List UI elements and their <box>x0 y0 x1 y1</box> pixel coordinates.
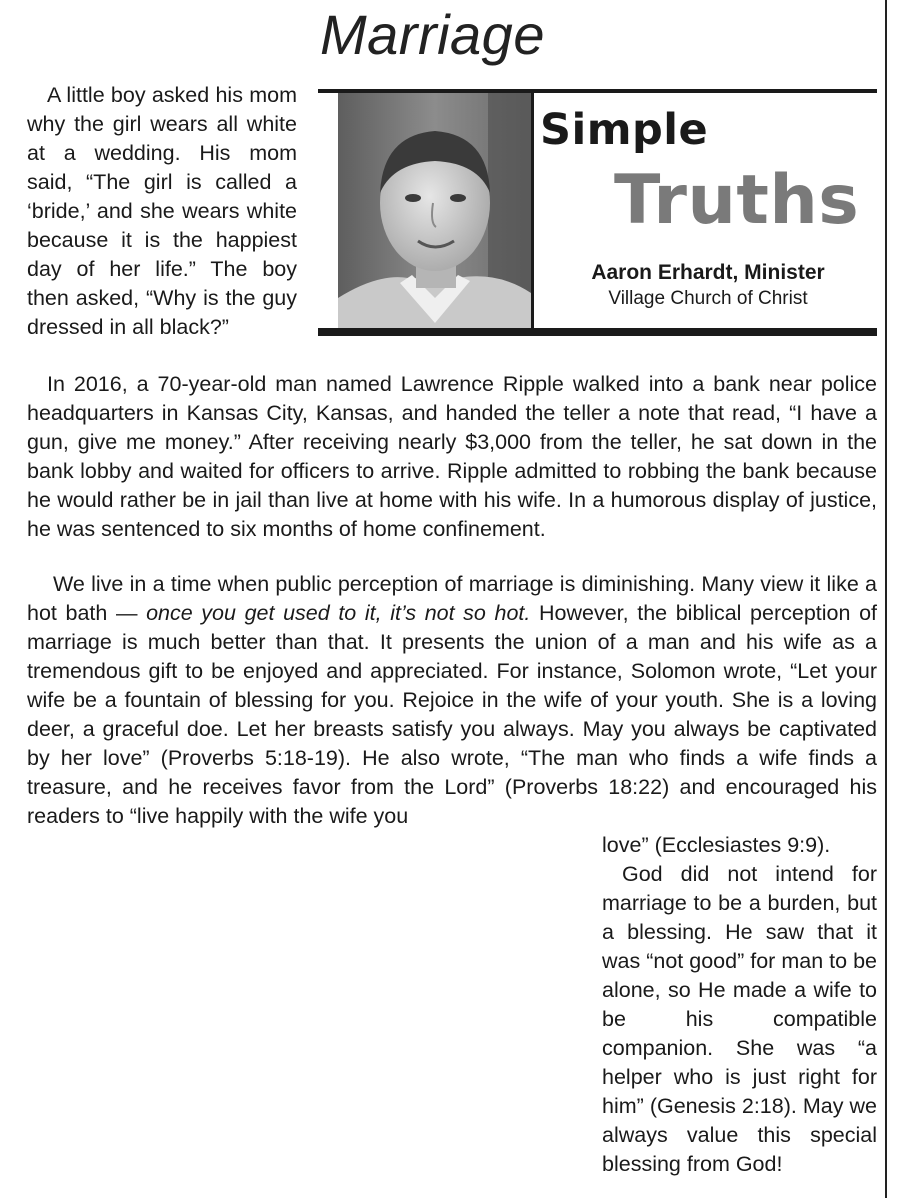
page-title: Marriage <box>320 3 545 66</box>
author-photo <box>338 93 531 329</box>
column-name-simple: Simple <box>540 105 709 155</box>
page-edge-rule <box>885 0 887 1198</box>
column-name-truths: Truths <box>614 161 860 240</box>
photo-divider <box>531 93 534 329</box>
paragraph-conclusion-text: God did not intend for marriage to be a burden, but a blessing. He saw that it was “not good” for man to be alone, so He made a wife to be his compatible companion. She was “a helper who is just right for him” (Genesis 2:18). May we always value this special blessing from God! <box>602 862 877 1176</box>
author-name: Aaron Erhardt, Minister <box>591 261 825 284</box>
header-bottom-rule <box>318 328 877 336</box>
paragraph-conclusion <box>602 860 877 1179</box>
paragraph-bank-story-text: In 2016, a 70-year-old man named Lawrence Ripple walked into a bank near police headquarters in Kansas City, Kansas, and handed the teller a note that read, “I have a gun, give me money.” After receiving nearly $3,000 from the teller, he sat down in the bank lobby and waited for officers to arrive. Ripple admitted to robbing the bank because he would rather be in jail than live at home with his wife. In a humorous display of justice, he was sentenced to six months of home confinement. <box>27 372 877 541</box>
paragraph-bank-story <box>27 370 877 544</box>
paragraph-perception-end: However, the biblical perception of marriage is much better than that. It presents the union of a man and his wife as a tremendous gift to be enjoyed and appreciated. For instance, Solomon wrote, “Let your wife be a fountain of blessing for you. Rejoice in the wife of your youth. She is a loving deer, a graceful doe. Let her breasts satisfy you always. May you always be captivated by her love” (Proverbs 5:18-19). He also wrote, “The man who finds a wife finds a treasure, and he receives favor from the Lord” (Proverbs 18:22) and encouraged his readers to “live happily with the wife you <box>27 601 877 828</box>
church-name: Village Church of Christ <box>608 288 808 309</box>
paragraph-joke <box>27 81 297 342</box>
paragraph-perception-start: We live in a time when public perception of marriage is diminishing. Many view it like a hot bath — <box>27 572 877 625</box>
paragraph-perception <box>27 570 877 831</box>
paragraph-perception-tail: love” (Ecclesiastes 9:9). <box>602 833 831 857</box>
column-header <box>318 89 877 338</box>
paragraph-joke-text: A little boy asked his mom why the girl wears all white at a wedding. His mom said, “The girl is called a ‘bride,’ and she wears white because it is the happiest day of her life.” The boy then asked, “Why is the guy dressed in all black?” <box>27 83 297 339</box>
paragraph-perception-italic: once you get used to it, it’s not so hot. <box>146 601 531 625</box>
